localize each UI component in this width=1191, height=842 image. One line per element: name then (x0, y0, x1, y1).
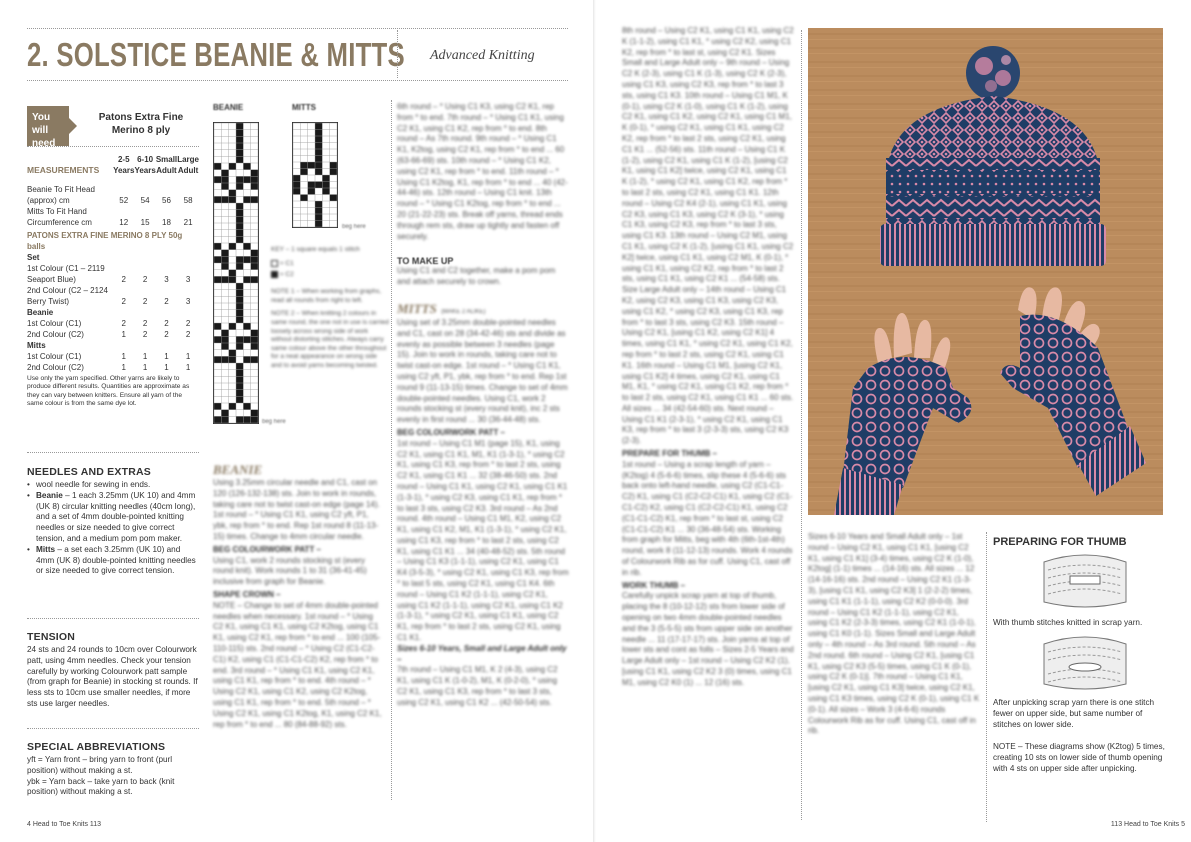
beanie-fit-v1: 52 (119, 196, 129, 205)
beanie-chart (213, 122, 259, 424)
size-large-adult: Large Adult (177, 155, 199, 175)
set-c2-label: 2nd Colour (C2 – 2124 Berry Twist) (27, 286, 108, 306)
mitts-c2-v1: 1 (121, 363, 126, 372)
tension-section (27, 631, 199, 710)
mitts-c1-v4: 1 (185, 352, 191, 361)
set-c2-v4: 3 (185, 297, 191, 306)
mitts-c1-v3: 1 (164, 352, 169, 361)
yarn-rule (27, 146, 199, 147)
abbrev-yft: yft = Yarn front – bring yarn to front (purl position) without making a st. (27, 755, 173, 775)
size-small-adult: Small Adult (155, 155, 178, 175)
set-c2-v1: 2 (121, 297, 126, 306)
needles-item: • Mitts – a set each 3.25mm (UK 10) and 4mm (UK 8) double-pointed knitting needles or size needed to give correct tension. (27, 544, 196, 576)
thumb-panel-title: PREPARING FOR THUMB (993, 536, 1127, 548)
set-c1-v1: 2 (121, 275, 126, 284)
yarn-name: Patons Extra Fine Merino 8 ply (98, 112, 184, 136)
yarn-heading: PATONS EXTRA FINE MERINO 8 PLY 50g balls (27, 231, 183, 251)
beanie-fit-v3: 56 (162, 196, 171, 205)
mitts-c2-v3: 1 (164, 363, 169, 372)
size-6-10: 6-10 Years (134, 155, 156, 175)
mitts-beg-here: beg here (342, 224, 366, 230)
title-rule (27, 80, 568, 81)
beanie-c2-v1: 1 (121, 330, 126, 339)
set-c2-v3: 2 (164, 297, 169, 306)
beanie-beg-here: beg here (262, 419, 286, 425)
title-divider (397, 30, 398, 78)
mitts-c1-v2: 1 (142, 352, 148, 361)
needles-heading: NEEDLES AND EXTRAS (27, 466, 151, 478)
mitts-fit-v3: 18 (162, 218, 171, 227)
mitts-fit-unit: cm (81, 218, 92, 227)
chart-key: KEY – 1 square equals 1 stitch = C1 = C2 NOTE 1 – When working from graphs, read all rounds from right to left. NOTE 2 – When knitting 2 colours in same round, the one not in use is carried loosely across wrong side of work without distorting stitches. Always carry same colour above the other throughout for a neat appearance on wrong side and to avoid yarns becoming twisted. (271, 246, 389, 369)
mitts-fit-v2: 15 (140, 218, 150, 227)
beanie-c1-v1: 2 (121, 319, 126, 328)
set-c1-label: 1st Colour (C1 – 2119 Seaport Blue) (27, 264, 105, 284)
tension-rule (27, 618, 199, 619)
beanie-fit-label: Beanie To Fit Head (approx) (27, 185, 95, 205)
measurements-table (27, 154, 199, 409)
mitts-fit-label: Mitts To Fit Hand Circumference (27, 207, 87, 227)
group-beanie: Beanie (27, 308, 54, 317)
mitts-c1-v1: 1 (121, 352, 126, 361)
needles-item: • Beanie – 1 each 3.25mm (UK 10) and 4mm (UK 8) circular knitting needles (40cm long), and a set of 4mm double-pointed knitting needles or size needed to give correct tension, and a medium pom pom maker. (27, 490, 196, 543)
beanie-c1-v2: 2 (142, 319, 148, 328)
beanie-c2-label: 2nd Colour (C2) (27, 330, 84, 339)
thumb-divider (986, 532, 987, 822)
mitts-c2-v2: 1 (142, 363, 148, 372)
size-2-5: 2-5 Years (113, 155, 135, 175)
needles-item: • wool needle for sewing in ends. (27, 480, 151, 489)
abbrev-rule (27, 728, 199, 729)
set-c1-v3: 3 (164, 275, 169, 284)
product-photo (808, 28, 1163, 515)
beanie-fit-v4: 58 (183, 196, 193, 205)
beanie-fit-unit: cm (59, 196, 70, 205)
right-column-a: 8th round – Using C2 K1, using C1 K1, using C2 K (1-1-2), using C1 K1, * using C2 K2, using C1 K2, rep from * to last st, using C2 K1. Sizes Small and Large Adult only – 9th round – Using C2 K (2-3), using C1 K (1-3), using C2 K (2-3), using C1 K3, using C2 K3, rep from * to last 3 sts, using C1 K3. 10th round – Using C1 M1, K (0-1), using C2 K (1-0), using C1 K (1-2), using C2 K1, using C1 K2, using C2 K1, using C1 M1, K (0-1), * using C2 K1, using C1 K1, using C2 K2, rep from * to last 2 sts, using C2 K1, using C1 K1 ... (52-56) sts. 11th round – Using C1 K (1-2), using C2 K1, using C1 K (1-2), [using C2 K1, using C1 K2] twice, using C2 K1, using C1 K (1-2), * using C2 K1, using C1 K2, rep from * to last 2 sts, using C2 K1, using C1 K1. 12th round – Using C2 K4 (2-1), using C1 K1, using C2 K3, using C1 K3, using C2 K (3-1), * using C1 K3, using C2 K3, rep from * to last 3 sts, using C1 K3. 13th round – Using C2 M1, using C1 K1, using C2 K (1-2), [using C1 K1, using C2 K2] twice, using C1 K1, using C2 M1, K (0-1), * using C1 K1, using C2 K2, rep from * to last 2 sts, using C1 K1, using C2 K1 ... (54-58) sts. Size Large Adult only – 14th round – Using C1 K2, using C2 K3, using C1 K3, using C2 K3, using C1 K2, * using C2 K3, using C1 K3, rep from * to last 3 sts, using C2 K3. 15th round – Using C2 K1, [using C1 K2, using C2 K1] 4 times, using C1 K1, * using C2 K1, using C1 K2, rep from * to last 2 sts, using C2 K1, using C1 K1. 16th round – Using C1 M1, [using C2 K1, using C1 K2] 4 times, using C2 K1, using C1 M1, K1, * using C2 K1, using C1 K2, rep from * to last 2 sts, using C2 K1, using C1 K1 ... 60 sts. All sizes ... 34 (42-54-60) sts. Next round – Using C1 K1 (2-3-1), * using C2 K1, using C1 K3, rep from * to last 3 (2-3-3) sts, using C2 K3 (2-3). PREPARE FOR THUMB – 1st round – Using a scrap length of yarn – (K2tog) 4 (5-6-6) times, slip these 4 (5-6-6) sts back onto left-hand needle, using C2 (C1-C1-C2) K1, using C1 (C2-C2-C1) K1, using C2 (C1-C1-C2) K2, using C1 (C2-C2-C1) K1, using C2 (C1-C1-C2) K1, rep from * to last st, using C2 (C1-C1-C2) K1 ... 30 (36-48-54) sts. Working from graph for Mitts, beg with 4th (6th-1st-4th) round, work 8 (11-12-13) rounds. Work 4 rounds of Colourwork Rib as for cuff. Using C1, cast off in rib. WORK THUMB – Carefully unpick scrap yarn at top of thumb, placing the 8 (10-12-12) sts from lower side of opening on two 4mm double-pointed needles and the 3 (5-5-5) sts from upper side on another needle ... 11 (17-17-17) sts. Join yarns at top of lower sts and cont as folls – Sizes 2-5 Years and Large Adult only – 1st round – Using C2 K2 (1), [using C1 K1, using C2 K2 3 (0) times, using C1 M1, using C2 K0 (1) ... 12 (16) sts. (622, 26, 794, 687)
mitts-fit-v4: 21 (183, 218, 193, 227)
thumb-caption-1: With thumb stitches knitted in scrap yarn. (993, 618, 1143, 627)
abbreviations-section (27, 741, 199, 798)
mitts-c2-label: 2nd Colour (C2) (27, 363, 84, 372)
left-page (0, 0, 595, 842)
group-set: Set (27, 253, 40, 262)
category-label: Advanced Knitting (430, 48, 535, 63)
measurements-heading: MEASUREMENTS (27, 165, 100, 175)
beanie-c1-v3: 2 (164, 319, 169, 328)
tension-heading: TENSION (27, 631, 76, 643)
set-c1-v4: 3 (185, 275, 191, 284)
mid-column: 6th round – * Using C1 K3, using C2 K1, rep from * to end. 7th round – * Using C1 K1, using C2 K1, using C1 K2, rep from * to end. 8th round – As 7th round. 9th round – * Using C1 K1, K2tog, using C2 K1, rep from * to end ... 60 (63-66-69) sts. 10th round – * Using C1 K2, using C2 K1, rep from * to end. 11th round – * Using C1 K2tog, K1, rep from * to end ... 40 (42-44-46) sts. 12th round – Using C1 knit. 13th round – * Using C1 K2tog, rep from * to end ... 20 (21-22-23) sts. Break off yarns, thread ends through rem sts, draw up tightly and fasten off securely. TO MAKE UP Using C1 and C2 together, make a pom pom and attach securely to crown. MITTS (MAKE 2 ALIKE) Using set of 3.25mm double-pointed needles and C1, cast on 28 (34-42-46) sts and divide as evenly as possible between 3 needles (page 15). Join to work in rounds, taking care not to twist cast-on edge. 1st round – * Using C1 K1, using C2 yft, P1, ybk, rep from * to end. Rep 1st round 9 (11-13-15) times. Change to set of 4mm double-pointed needles. Using C1, work 2 rounds stocking st (every round knit), inc 2 sts evenly in first round ... 30 (36-44-48) sts. BEG COLOURWORK PATT – 1st round – Using C1 M1 (page 15), K1, using C2 K1, using C1 K1, M1, K1 (1-3-1), * using C2 K1, using C1 K3, rep from * to last 2 sts, using C2 K1, using C1 K1 ... 32 (38-46-50) sts. 2nd round – Using C1 K1, using C2 K1, using C1 K1 (1-3-1), * using C2 K3, using C1 K1, rep from * to last 3 sts, using C2 K3. 3rd round – As 2nd round. 4th round – Using C1 M1, K2, using C2 K1, using C1 K2, M1, K1 (1-3-1), * using C2 K1, using C1 K3, rep from * to last 2 sts, using C2 K1, using C1 K1 ... 34 (40-48-52) sts. 5th round – Using C1 K3 (1-1-1), using C2 K1, using C1 K4 (3-5-3), * using C2 K1, using C1 K3, rep from * to last 5 sts, using C2 K1, using C1 K4. 6th round – Using C1 K2 (1-1-1), using C2 K1, using C1 K2 (1-1-1), using C2 K1, using C1 K2 (1-3-1), * using C2 K1, using C1 K1, using C2 K1, rep from * to last 2 sts, using C2 K1, using C1 K1. Sizes 6-10 Years, Small and Large Adult only – 7th round – Using C1 M1, K 2 (4-3), using C2 K1, using C1 K (1-0-2), M1, K (0-2-0), * using C2 K1, using C1 K3, rep from * to last 3 sts, using C2 K1, using C1 K2 ... (42-50-54) sts. (397, 102, 569, 707)
thumb-diagram-2 (1040, 634, 1130, 692)
yarn-note: Use only the yarn specified. Other yarns are likely to produce different results. Quantities are approximate as they can vary between knitters. Ensure all yarn of the same colour is from the same dye lot. (27, 375, 190, 408)
mitts-c1-label: 1st Colour (C1) (27, 352, 82, 361)
page-title: 2. SOLSTICE BEANIE & MITTS (27, 36, 405, 73)
beanie-fit-v2: 54 (140, 196, 150, 205)
thumb-diagram-1 (1040, 552, 1130, 610)
beanie-c2-v3: 2 (164, 330, 169, 339)
abbrev-heading: SPECIAL ABBREVIATIONS (27, 741, 166, 753)
beanie-heading: BEANIE (213, 462, 263, 477)
top-rule (27, 28, 568, 29)
you-will-need-tab: You will need (27, 106, 69, 146)
you-will-need-box (27, 106, 199, 149)
needles-section (27, 466, 199, 577)
beanie-c2-v2: 2 (142, 330, 148, 339)
needles-rule (27, 452, 199, 453)
beanie-c1-v4: 2 (185, 319, 191, 328)
abbrev-ybk: ybk = Yarn back – take yarn to back (knit position) without making a st. (27, 776, 175, 797)
beanie-instructions: BEANIE Using 3.25mm circular needle and C1, cast on 120 (126-132-138) sts. Join to work in rounds, taking care not to twist cast-on edge (page 14). 1st round – * Using C1 K1, using C2 yft, P1, ybk, rep from * to end. Rep 1st round 8 (11-13-15) times. Change to 4mm circular needle. BEG COLOURWORK PATT – Using C1, work 2 rounds stocking st (every round knit). Work rounds 1 to 31 (36-41-45) inclusive from graph for Beanie. SHAPE CROWN – NOTE – Change to set of 4mm double-pointed needles when necessary. 1st round – * Using C2 K1, using C1 K1, using C2 K2tog, using C1 K1, using C2 K1, rep from * to end ... 100 (105-110-115) sts. 2nd round – * Using C2 (C1-C2-C1) K2, using C1 (C1-C1-C2) K2, rep from * to end. 3rd round – * Using C1 K1, using C2 K1, using C1 K1, rep from * to end. 4th round – * Using C2 K1, using C1 K2, using C2 K2tog, using C1 K1, rep from * to end. 5th round – * Using C2 K1, using C1 K2tog, K1, using C2 K1, rep from * to end ... 80 (84-88-92) sts. (213, 462, 385, 761)
thumb-note: NOTE – These diagrams show (K2tog) 5 times, creating 10 sts on lower side of thumb opening with 4 sts on upper side after unpicking. (993, 742, 1165, 773)
set-c2-v2: 2 (142, 297, 148, 306)
tension-text: 24 sts and 24 rounds to 10cm over Colourwork patt, using 4mm needles. Check your tension carefully by working Colourwork patt sample (from graph for Beanie) in stocking st rounds. If less sts to 10cm use smaller needles, if more sts use larger needles. (27, 645, 198, 708)
group-mitts: Mitts (27, 341, 46, 350)
beanie-c1-label: 1st Colour (C1) (27, 319, 82, 328)
mitts-c2-v4: 1 (185, 363, 191, 372)
column-divider (391, 100, 392, 800)
thumb-caption-2: After unpicking scrap yarn there is one stitch fewer on upper side, but same number of stitches on lower side. (993, 698, 1155, 729)
beanie-c2-v4: 2 (185, 330, 191, 339)
mitts-fit-v1: 12 (119, 218, 129, 227)
right-column-divider (801, 30, 802, 820)
pom-pom (966, 46, 1020, 100)
mitts-chart-label: MITTS (292, 103, 316, 112)
left-folio: 4 Head to Toe Knits 113 (27, 821, 102, 828)
set-c1-v2: 2 (142, 275, 148, 284)
right-folio: 113 Head to Toe Knits 5 (1110, 821, 1185, 828)
right-column-b: Sizes 6-10 Years and Small Adult only – 1st round – Using C2 K1, using C1 K1, [using C2 K1, using C1 K1] (3-4) times, using C2 K (1-0), K2tog] (1-1) times ... (14-16) sts. All sizes ... 12 (14-16-16) sts. 2nd round – Using C2 K1 (1-3-3), [using C1 K1, using C2 K3] 1 (2-2-2) times, using C1 K1 (1-1-1), using C2 K2 (0-0-0). 3rd round – Using C1 K2 (1-1-1), using C2 K1, using C1 K2 (2-3-3) times, using C2 K1 (1-0-1), using C1 K0 (1-1). Sizes Small and Large Adult only – 4th round – As 3rd round. 5th round – As 2nd round. 6th round – Using C2 K1, [using C1 K1, using C2 K3 (5-5) times, using C1 K (0-1), using C2 K (0-1)]. 7th round – Using C1 K1, [using C2 K1, using C1 K3] twice, using C2 K1, using C1 K3 times, using C2 K (0-1), using C1 K (0-1). All sizes – Work 3 (4-6-6) rounds Colourwork Rib as for cuff. Using C1, cast off in rib. (808, 532, 980, 736)
mitts-chart (292, 122, 338, 228)
beanie-chart-label: BEANIE (213, 103, 244, 112)
